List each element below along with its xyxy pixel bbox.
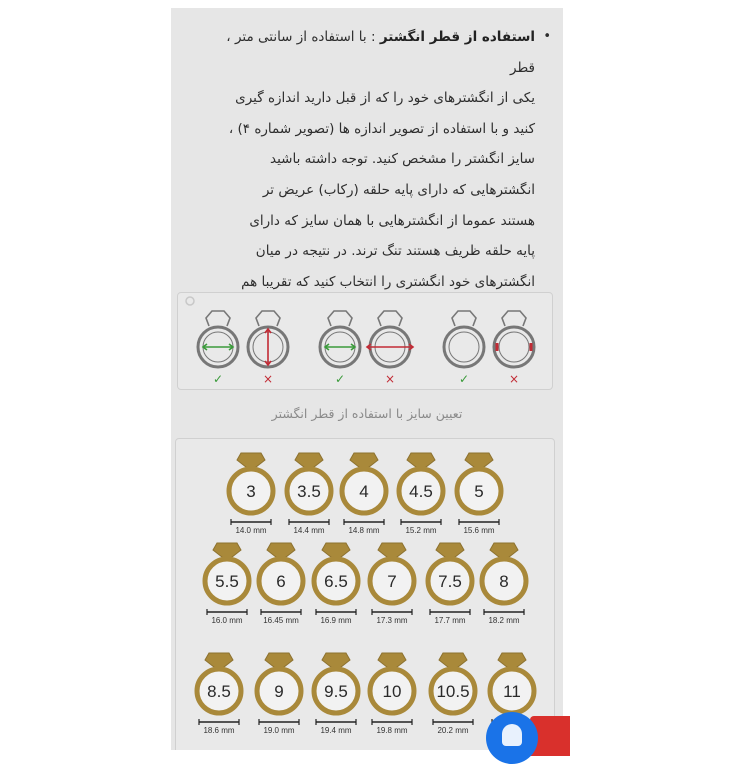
ring-size-label: 8.5 (207, 682, 231, 701)
cross-icon: × (508, 372, 520, 386)
magnifier-icon (186, 297, 194, 305)
cross-icon: × (262, 372, 274, 386)
ring-diagram (444, 311, 484, 386)
measurement-diagram (178, 293, 552, 389)
cross-icon: × (384, 372, 396, 386)
ring-diameter-label: 18.2 mm (488, 616, 520, 625)
ring-size-label: 6 (276, 572, 286, 591)
ring-size-label: 6.5 (324, 572, 348, 591)
ring-size-label: 7.5 (438, 572, 462, 591)
ring-size-label: 10 (382, 682, 402, 701)
ring-size-item (457, 453, 501, 535)
gem-outline (378, 311, 402, 326)
ring-size-item (259, 543, 303, 625)
ring-size-item (314, 543, 358, 625)
ring-size-item (205, 543, 249, 625)
ring-size-item (482, 543, 526, 625)
gem-outline (256, 311, 280, 326)
ring-size-item (229, 453, 273, 535)
ring-size-item (342, 453, 386, 535)
ring-diameter-label: 14.4 mm (293, 526, 325, 535)
ring-size-item (428, 543, 472, 625)
check-icon: ✓ (334, 372, 346, 386)
ring-diagram (320, 311, 360, 386)
diagram-caption: تعیین سایز با استفاده از قطر انگشتر (271, 406, 463, 421)
ring-diameter-label: 17.7 mm (434, 616, 466, 625)
instructions-line-6: هستند عموما از انگشترهایی با همان سایز که دارای (249, 212, 535, 229)
chat-icon (502, 724, 522, 746)
instructions-line-8: انگشترهای خود انگشتری را انتخاب کنید که تقریبا هم (241, 273, 535, 290)
ring-size-label: 10.5 (436, 682, 470, 701)
ring-size-label: 3 (246, 482, 256, 501)
support-chat-button[interactable] (486, 712, 538, 764)
ring-size-item (314, 653, 358, 735)
instructions-line-7: پایه حلقه ظریف هستند تنگ ترند. در نتیجه در میان (255, 243, 535, 260)
ring-inner (449, 332, 479, 362)
ring-diameter-label: 16.0 mm (211, 616, 243, 625)
ring-size-label: 11 (503, 682, 521, 701)
ring-size-item (287, 453, 331, 535)
ring-size-label: 5 (474, 482, 484, 501)
ring-size-label: 5.5 (215, 572, 239, 591)
ring-diameter-label: 14.8 mm (348, 526, 380, 535)
gem-outline (452, 311, 476, 326)
ring-diameter-label: 15.2 mm (405, 526, 437, 535)
ring-size-item (370, 543, 414, 625)
ring-diagram (248, 311, 288, 386)
ring-diameter-label: 15.6 mm (463, 526, 495, 535)
ring-size-label: 7 (387, 572, 397, 591)
ring-sizes-card (175, 438, 555, 750)
ring-diameter-label: 19.0 mm (263, 726, 295, 735)
bullet-icon: • (543, 29, 551, 44)
instructions-line-1: استفاده از قطر انگشتر : با استفاده از سانتی متر ، قطر (226, 29, 535, 76)
instructions-line-5: انگشترهایی که دارای پایه حلقه (رکاب) عریض تر (262, 181, 535, 198)
ring-diameter-label: 20.2 mm (437, 726, 469, 735)
ring-inner (499, 332, 529, 362)
ring-size-item (399, 453, 443, 535)
ring-size-chart (176, 439, 554, 750)
ring-diameter-label: 17.3 mm (376, 616, 408, 625)
ring-size-item (257, 653, 301, 735)
instructions-paragraph (215, 22, 551, 328)
ring-size-item (370, 653, 414, 735)
ring-outline (494, 327, 534, 367)
ring-diagram (367, 311, 413, 386)
ring-size-label: 3.5 (297, 482, 321, 501)
ring-size-item (197, 653, 241, 735)
instructions-line-2: یکی از انگشترهای خود را که از قبل دارید اندازه گیری (235, 90, 535, 107)
gem-outline (206, 311, 230, 326)
ring-diameter-label: 19.8 mm (376, 726, 408, 735)
gem-outline (502, 311, 526, 326)
ring-outline (444, 327, 484, 367)
ring-diameter-label: 16.45 mm (263, 616, 299, 625)
check-icon: ✓ (458, 372, 470, 386)
ring-diameter-label: 14.0 mm (235, 526, 267, 535)
content-panel (171, 8, 563, 750)
ring-diameter-label: 19.4 mm (320, 726, 352, 735)
instructions-heading: استفاده از قطر انگشتر (379, 29, 535, 45)
instructions-line-3: کنید و با استفاده از تصویر اندازه ها (تصویر شماره ۴) ، (228, 120, 535, 137)
ring-diagram (494, 311, 534, 386)
ring-size-item (431, 653, 475, 735)
ring-size-label: 4 (359, 482, 369, 501)
ring-size-label: 4.5 (409, 482, 433, 501)
measurement-diagram-card (177, 292, 553, 390)
ring-size-label: 8 (499, 572, 509, 591)
ring-diameter-label: 18.6 mm (203, 726, 235, 735)
ring-diagram (198, 311, 238, 386)
instructions-line-4: سایز انگشتر را مشخص کنید. توجه داشته باشید (270, 151, 535, 168)
check-icon: ✓ (212, 372, 224, 386)
ring-size-label: 9.5 (324, 682, 348, 701)
ring-diameter-label: 16.9 mm (320, 616, 352, 625)
ring-size-label: 9 (274, 682, 284, 701)
gem-outline (328, 311, 352, 326)
